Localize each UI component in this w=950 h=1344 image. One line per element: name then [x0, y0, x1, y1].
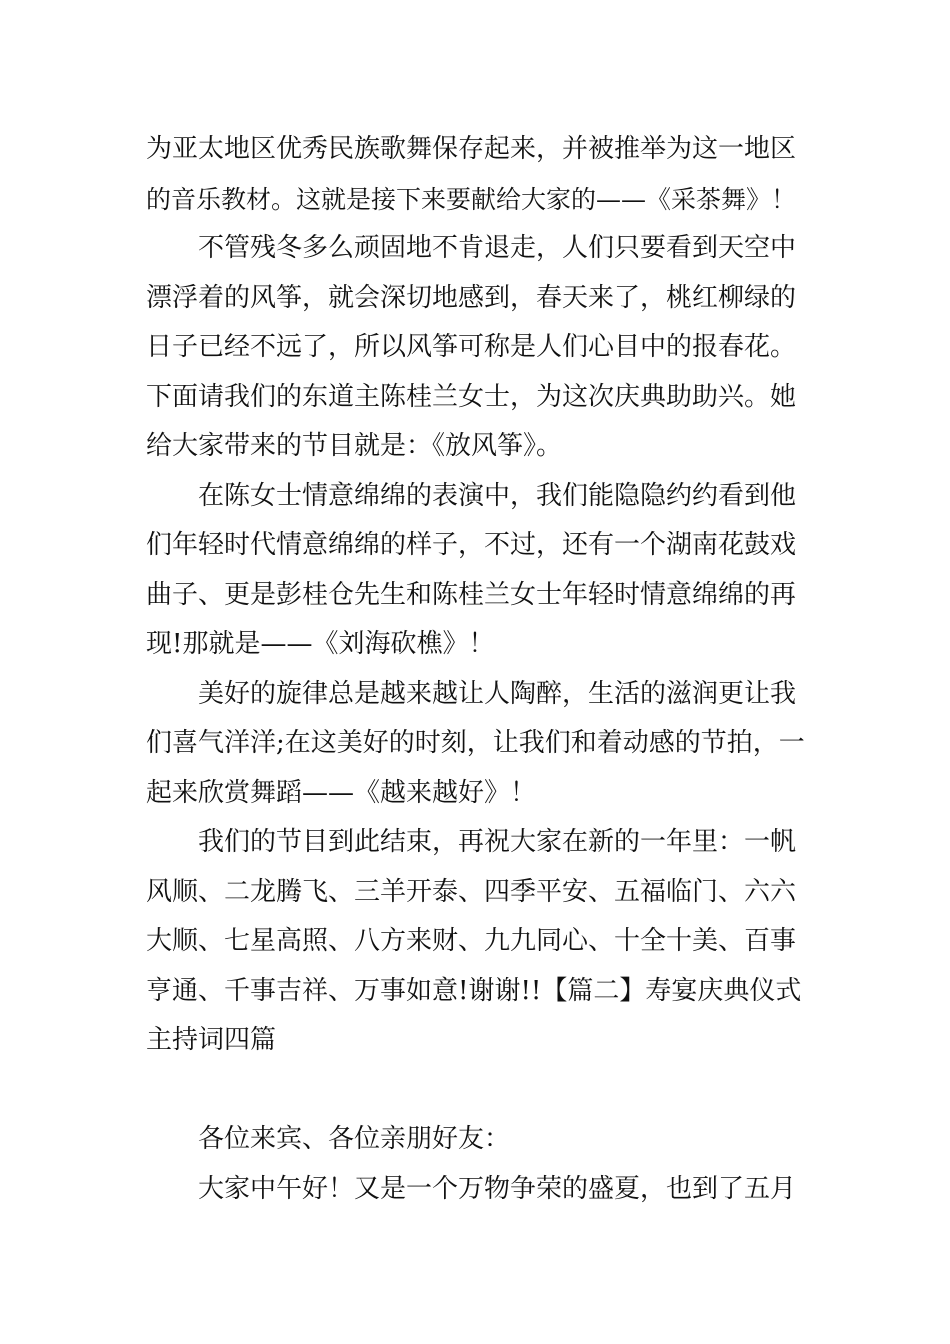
paragraph-start-line: 我们的节目到此结束，再祝大家在新的一年里：一帆	[198, 827, 797, 857]
text-line: 日子已经不远了，所以风筝可称是人们心目中的报春花。	[146, 332, 797, 362]
paragraph-start-line: 不管残冬多么顽固地不肯退走，人们只要看到天空中	[198, 233, 797, 263]
paragraph-start-line: 在陈女士情意绵绵的表演中，我们能隐隐约约看到他	[198, 480, 797, 511]
text-line: 现!那就是——《刘海砍樵》！	[146, 629, 495, 659]
text-line: 为亚太地区优秀民族歌舞保存起来，并被推举为这一地区	[146, 134, 797, 164]
paragraph-start-line: 大家中午好！又是一个万物争荣的盛夏，也到了五月	[198, 1173, 797, 1204]
text-line: 们喜气洋洋;在这美好的时刻，让我们和着动感的节拍，一	[146, 728, 805, 758]
greeting-line: 各位来宾、各位亲朋好友：	[198, 1124, 511, 1154]
text-line: 的音乐教材。这就是接下来要献给大家的——《采茶舞》！	[146, 184, 797, 214]
text-line: 们年轻时代情意绵绵的样子，不过，还有一个湖南花鼓戏	[146, 530, 797, 560]
text-line: 漂浮着的风筝，就会深切地感到，春天来了，桃红柳绿的	[146, 282, 797, 313]
document-body	[146, 125, 806, 1214]
text-line: 给大家带来的节目就是：《放风筝》。	[146, 431, 563, 461]
text-line: 曲子、更是彭桂仓先生和陈桂兰女士年轻时情意绵绵的再	[146, 579, 797, 610]
paragraph-start-line: 美好的旋律总是越来越让人陶醉，生活的滋润更让我	[198, 678, 797, 709]
text-line: 起来欣赏舞蹈——《越来越好》！	[146, 777, 537, 808]
text-line: 下面请我们的东道主陈桂兰女士，为这次庆典助助兴。她	[146, 381, 797, 412]
text-line: 风顺、二龙腾飞、三羊开泰、四季平安、五福临门、六六	[146, 876, 797, 907]
text-line: 亨通、千事吉祥、万事如意!谢谢!!【篇二】寿宴庆典仪式	[146, 975, 802, 1006]
paragraph-gap	[146, 1066, 806, 1116]
text-line: 大顺、七星高照、八方来财、九九同心、十全十美、百事	[146, 926, 797, 956]
text-line: 主持词四篇	[146, 1025, 277, 1055]
